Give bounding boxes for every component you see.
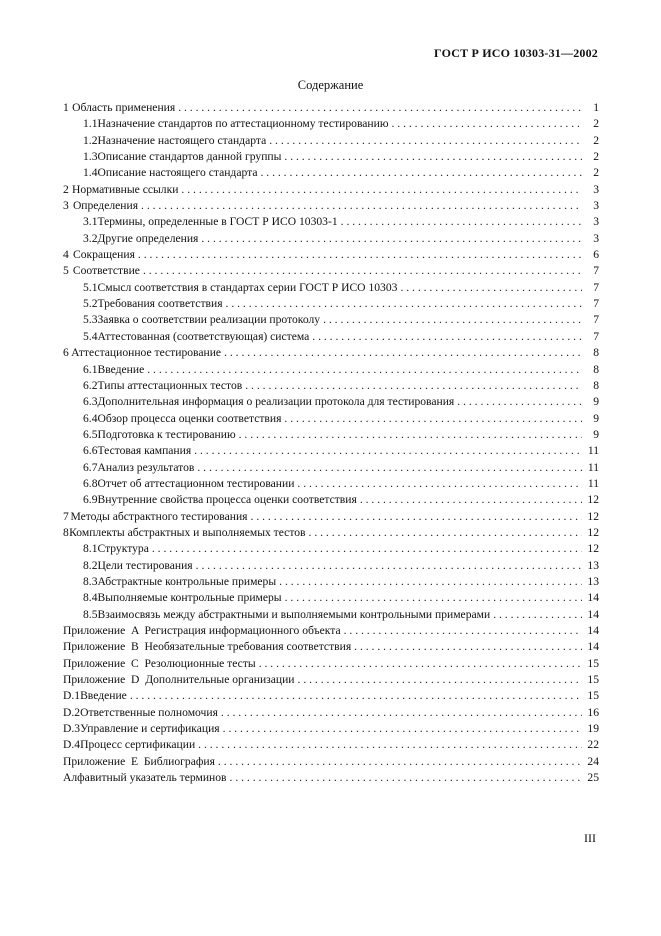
toc-entry[interactable]: [63, 100, 599, 116]
dot-leader: [201, 231, 582, 245]
dot-leader: [198, 737, 582, 751]
toc-entry-number: 8.1: [83, 542, 98, 556]
toc-entry-title: Подготовка к тестированию: [97, 427, 236, 441]
dot-leader: [269, 133, 582, 147]
dot-leader: [391, 116, 582, 130]
toc-entry[interactable]: [63, 165, 599, 181]
toc-entry-page: 2: [593, 166, 599, 180]
toc-entry-title: Выполняемые контрольные примеры: [97, 591, 282, 605]
dot-leader: [312, 329, 582, 343]
toc-entry[interactable]: [63, 427, 599, 443]
dot-leader: [279, 574, 582, 588]
toc-entry-title: Структура: [97, 542, 149, 556]
toc-entry-page: 3: [593, 182, 599, 196]
toc-entry-number: 8: [63, 525, 69, 539]
toc-entry-page: 13: [587, 558, 599, 572]
dot-leader: [141, 198, 582, 212]
toc-entry-number: 6.4: [83, 411, 98, 425]
dot-leader: [178, 100, 582, 114]
toc-entry[interactable]: [63, 705, 599, 721]
toc-entry-page: 14: [587, 640, 599, 654]
toc-entry-title: Тестовая кампания: [97, 444, 192, 458]
toc-entry-title: Термины, определенные в ГОСТ Р ИСО 10303-1: [97, 215, 338, 229]
toc-entry-title: Назначение стандартов по аттестационному тестированию: [97, 117, 389, 131]
toc-entry-title: Аттестованная (соответствующая) система: [97, 329, 310, 343]
toc-entry[interactable]: [63, 476, 599, 492]
toc-entry-title: Соответствие: [72, 264, 140, 278]
dot-leader: [260, 165, 582, 179]
toc-entry[interactable]: [63, 411, 599, 427]
toc-entry[interactable]: [63, 590, 599, 606]
toc-entry[interactable]: [63, 116, 599, 132]
dot-leader: [400, 280, 582, 294]
toc-entry-title: Введение: [97, 362, 145, 376]
toc-entry-page: 25: [587, 771, 599, 785]
toc-entry-title: Алфавитный указатель терминов: [63, 771, 227, 785]
toc-entry-title: Обзор процесса оценки соответствия: [97, 411, 282, 425]
toc-entry[interactable]: [63, 198, 599, 214]
toc-entry-title: Ответственные полномочия: [80, 705, 218, 719]
toc-entry-page: 7: [593, 329, 599, 343]
toc-entry-page: 19: [587, 722, 599, 736]
dot-leader: [285, 590, 582, 604]
dot-leader: [143, 263, 582, 277]
toc-entry-number: 5.2: [83, 297, 98, 311]
toc-entry-page: 7: [593, 280, 599, 294]
toc-entry-title: Приложение C Резолюционные тесты: [63, 656, 256, 670]
toc-entry-title: Описание настоящего стандарта: [97, 166, 258, 180]
toc-entry-number: 6: [63, 346, 69, 360]
toc-entry-title: Абстрактные контрольные примеры: [97, 574, 277, 588]
toc-entry[interactable]: [63, 329, 599, 345]
toc-entry[interactable]: [63, 770, 599, 786]
toc-entry-page: 11: [587, 444, 599, 458]
dot-leader: [344, 623, 582, 637]
toc-entry-number: 3.1: [83, 215, 98, 229]
toc-entry-number: 5.4: [83, 329, 98, 343]
toc-entry[interactable]: [63, 721, 599, 737]
toc-entry-page: 12: [587, 542, 599, 556]
toc-entry[interactable]: [63, 312, 599, 328]
toc-entry[interactable]: [63, 509, 599, 525]
dot-leader: [245, 378, 582, 392]
toc-entry-page: 11: [587, 476, 599, 490]
toc-entry[interactable]: [63, 656, 599, 672]
dot-leader: [221, 705, 582, 719]
toc-entry[interactable]: [63, 525, 599, 541]
toc-entry-title: Другие определения: [97, 231, 199, 245]
dot-leader: [224, 345, 582, 359]
toc-entry-page: 15: [587, 673, 599, 687]
dot-leader: [493, 607, 582, 621]
toc-entry-number: 4: [63, 248, 69, 262]
dot-leader: [341, 214, 582, 228]
toc-entry[interactable]: [63, 182, 599, 198]
toc-entry[interactable]: [63, 214, 599, 230]
toc-entry[interactable]: [63, 574, 599, 590]
toc-entry-page: 13: [587, 574, 599, 588]
dot-leader: [181, 182, 582, 196]
toc-entry-number: 1.2: [83, 133, 98, 147]
toc-entry[interactable]: [63, 558, 599, 574]
toc-entry-title: Отчет об аттестационном тестировании: [97, 476, 295, 490]
toc-entry-page: 3: [593, 215, 599, 229]
toc-entry[interactable]: [63, 607, 599, 623]
dot-leader: [457, 394, 582, 408]
toc-entry-title: Сокращения: [73, 248, 135, 262]
toc-entry-title: Аттестационное тестирование: [71, 346, 222, 360]
toc-entry-page: 9: [593, 427, 599, 441]
toc-entry-number: 5: [63, 264, 69, 278]
toc-entry-page: 8: [593, 362, 599, 376]
toc-entry[interactable]: [63, 362, 599, 378]
toc-entry-page: 3: [593, 199, 599, 213]
toc-entry-page: 2: [593, 133, 599, 147]
toc-entry-title: Типы аттестационных тестов: [97, 378, 243, 392]
toc-entry-page: 24: [587, 754, 599, 768]
toc-entry-number: 3: [63, 199, 69, 213]
toc-entry-title: Приложение A Регистрация информационного объекта: [63, 624, 341, 637]
toc-entry-number: 6.3: [83, 395, 98, 409]
toc-entry-page: 2: [593, 150, 599, 164]
toc-entry-number: D.4: [63, 738, 81, 752]
toc-entry-title: Внутренние свойства процесса оценки соответствия: [97, 493, 357, 507]
toc-entry[interactable]: [63, 639, 599, 655]
toc-entry-page: 14: [587, 607, 599, 621]
toc-entry-number: 6.6: [83, 444, 98, 458]
toc-entry-number: 6.2: [83, 378, 98, 392]
toc-entry-title: Приложение B Необязательные требования соответствия: [63, 640, 352, 654]
toc-entry-title: Анализ результатов: [97, 460, 195, 474]
toc-entry-page: 6: [593, 248, 599, 262]
page-title: Содержание: [297, 78, 364, 92]
toc-entry[interactable]: [63, 754, 599, 770]
dot-leader: [309, 525, 582, 539]
toc-entry[interactable]: [63, 623, 599, 639]
dot-leader: [297, 476, 582, 490]
dot-leader: [360, 492, 582, 506]
toc-entry-number: 8.4: [83, 591, 98, 605]
toc-entry-number: D.3: [63, 722, 81, 736]
dot-leader: [197, 460, 582, 474]
toc-entry-title: Смысл соответствия в стандартах серии ГОСТ Р ИСО 10303: [97, 280, 398, 294]
toc-entry-number: 8.3: [83, 574, 98, 588]
toc-entry-page: 11: [587, 460, 599, 474]
toc-entry[interactable]: [63, 460, 599, 476]
toc-entry-page: 9: [593, 411, 599, 425]
dot-leader: [323, 312, 582, 326]
toc-entry-page: 14: [587, 591, 599, 605]
dot-leader: [130, 688, 582, 702]
dot-leader: [284, 149, 582, 163]
toc-entry-title: Область применения: [72, 101, 176, 114]
toc-entry-page: 14: [587, 624, 599, 637]
toc-entry-number: 1.1: [83, 117, 98, 131]
dot-leader: [284, 411, 582, 425]
toc-entry-number: 7: [63, 509, 69, 523]
dot-leader: [138, 247, 582, 261]
toc-entry-number: 1.4: [83, 166, 98, 180]
toc-entry-number: 2: [63, 182, 69, 196]
toc-entry-title: Дополнительная информация о реализации протокола для тестирования: [97, 395, 455, 409]
toc-entry-number: D.1: [63, 689, 81, 703]
dot-leader: [196, 558, 582, 572]
dot-leader: [230, 770, 582, 784]
toc-entry-number: 1.3: [83, 150, 98, 164]
toc-entry-page: 15: [587, 689, 599, 703]
page-number: III: [584, 831, 596, 845]
toc-entry-page: 3: [593, 231, 599, 245]
toc-entry-title: Взаимосвязь между абстрактными и выполняемыми контрольными примерами: [97, 607, 491, 621]
toc-entry-title: Цели тестирования: [97, 558, 193, 572]
toc-entry-number: 5.3: [83, 313, 98, 327]
toc-entry-title: Методы абстрактного тестирования: [70, 509, 248, 523]
toc-entry-page: 16: [587, 705, 599, 719]
toc-entry-title: Нормативные ссылки: [72, 182, 179, 196]
toc-entry[interactable]: [63, 296, 599, 312]
dot-leader: [251, 509, 582, 523]
dot-leader: [152, 541, 582, 555]
toc-entry-page: 7: [593, 297, 599, 311]
toc-entry-number: D.2: [63, 705, 81, 719]
toc-entry[interactable]: [63, 133, 599, 149]
toc-entry[interactable]: [63, 541, 599, 557]
toc-entry-title: Определения: [72, 199, 139, 213]
toc-entry-page: 15: [587, 656, 599, 670]
dot-leader: [259, 656, 582, 670]
toc-entry-page: 12: [587, 509, 599, 523]
toc-entry-title: Приложение E Библиография: [63, 754, 215, 768]
table-of-contents: [63, 100, 599, 786]
dot-leader: [194, 443, 582, 457]
toc-entry-page: 22: [587, 738, 599, 752]
toc-entry-title: Назначение настоящего стандарта: [97, 133, 267, 147]
toc-entry-page: 1: [593, 101, 599, 114]
toc-entry-title: Введение: [80, 689, 127, 703]
toc-entry-number: 8.5: [83, 607, 98, 621]
toc-entry[interactable]: [63, 231, 599, 247]
document-header: ГОСТ Р ИСО 10303-31—2002: [434, 46, 598, 60]
toc-entry-page: 12: [587, 525, 599, 539]
toc-entry[interactable]: [63, 149, 599, 165]
toc-entry[interactable]: [63, 688, 599, 704]
toc-entry-number: 6.7: [83, 460, 98, 474]
toc-entry-number: 8.2: [83, 558, 98, 572]
toc-entry[interactable]: [63, 737, 599, 753]
toc-entry[interactable]: [63, 280, 599, 296]
dot-leader: [354, 639, 582, 653]
toc-entry-number: 6.8: [83, 476, 98, 490]
toc-entry-title: Комплекты абстрактных и выполняемых тестов: [69, 525, 306, 539]
dot-leader: [218, 754, 582, 768]
toc-entry-page: 12: [587, 493, 599, 507]
toc-entry-number: 6.9: [83, 493, 98, 507]
dot-leader: [239, 427, 582, 441]
toc-entry[interactable]: [63, 492, 599, 508]
toc-entry-title: Приложение D Дополнительные организации: [63, 673, 295, 687]
toc-entry-title: Управление и сертификация: [80, 722, 220, 736]
toc-entry-title: Описание стандартов данной группы: [97, 150, 282, 164]
toc-entry-number: 6.5: [83, 427, 98, 441]
toc-entry[interactable]: [63, 263, 599, 279]
toc-entry-page: 8: [593, 346, 599, 360]
toc-entry-title: Требования соответствия: [97, 297, 223, 311]
toc-entry[interactable]: [63, 247, 599, 263]
toc-entry-page: 9: [593, 395, 599, 409]
toc-entry-number: 3.2: [83, 231, 98, 245]
toc-entry[interactable]: [63, 672, 599, 688]
dot-leader: [298, 672, 582, 686]
toc-entry[interactable]: [63, 394, 599, 410]
toc-entry-number: 5.1: [83, 280, 98, 294]
toc-entry-number: 6.1: [83, 362, 98, 376]
toc-entry-page: 7: [593, 264, 599, 278]
dot-leader: [226, 296, 582, 310]
toc-entry-page: 8: [593, 378, 599, 392]
toc-entry-title: Процесс сертификации: [80, 738, 196, 752]
toc-entry[interactable]: [63, 443, 599, 459]
toc-entry[interactable]: [63, 345, 599, 361]
dot-leader: [147, 362, 582, 376]
toc-entry-number: 1: [63, 101, 69, 114]
toc-entry-title: Заявка о соответствии реализации протоколу: [97, 313, 321, 327]
dot-leader: [223, 721, 582, 735]
toc-entry-page: 7: [593, 313, 599, 327]
toc-entry-page: 2: [593, 117, 599, 131]
toc-entry[interactable]: [63, 378, 599, 394]
